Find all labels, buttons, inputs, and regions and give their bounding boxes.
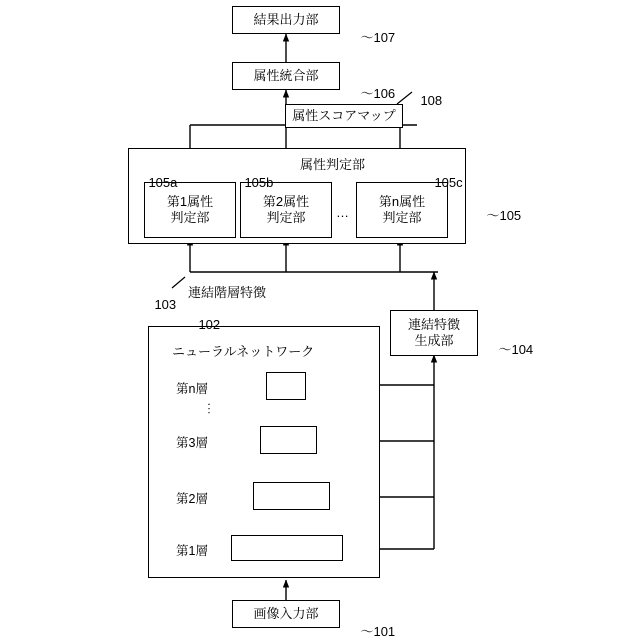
attribute-score-map-box[interactable] (285, 104, 403, 128)
layer-dots: ︙ (203, 402, 216, 416)
attribute-1-label: 第1属性 判定部 (166, 193, 214, 225)
image-input-box[interactable] (232, 600, 340, 628)
ref-107: 〜107 (360, 30, 396, 45)
result-output-box[interactable] (232, 6, 340, 34)
attribute-ellipsis: … (336, 205, 349, 220)
attribute-integration-box[interactable] (232, 62, 340, 90)
linked-feature-generator-box[interactable] (390, 310, 478, 356)
layer-n-label: 第n層 (176, 382, 208, 396)
image-input-label: 画像入力部 (253, 605, 319, 621)
layer-n-box[interactable] (266, 372, 306, 400)
layer-1-box[interactable] (231, 535, 343, 561)
ref-105c: 105c (434, 175, 463, 190)
ref-105a: 105a (148, 175, 178, 190)
linked-feature-generator-label: 連結特徴 生成部 (407, 316, 460, 348)
ref-108: 108 (420, 93, 443, 108)
ref-105: 〜105 (486, 208, 522, 223)
layer-3-box[interactable] (260, 426, 317, 454)
layer-1-label: 第1層 (176, 544, 208, 558)
ref-101: 〜101 (360, 624, 396, 639)
ref-103: 103 (154, 297, 177, 312)
result-output-label: 結果出力部 (253, 11, 319, 27)
layer-2-box[interactable] (253, 482, 330, 510)
attribute-n-label: 第n属性 判定部 (378, 193, 426, 225)
neural-network-label: ニューラルネットワーク (172, 344, 315, 359)
layer-3-label: 第3層 (176, 436, 208, 450)
attribute-determination-label: 属性判定部 (300, 157, 366, 172)
ref-102: 102 (198, 317, 221, 332)
attribute-integration-label: 属性統合部 (253, 67, 319, 83)
ref-106: 〜106 (360, 86, 396, 101)
linked-hierarchical-feature-label: 連結階層特徴 (188, 285, 267, 300)
ref-105b: 105b (244, 175, 274, 190)
ref-104: 〜104 (498, 342, 534, 357)
layer-2-label: 第2層 (176, 492, 208, 506)
attribute-score-map-label: 属性スコアマップ (292, 107, 396, 123)
attribute-2-label: 第2属性 判定部 (262, 193, 310, 225)
